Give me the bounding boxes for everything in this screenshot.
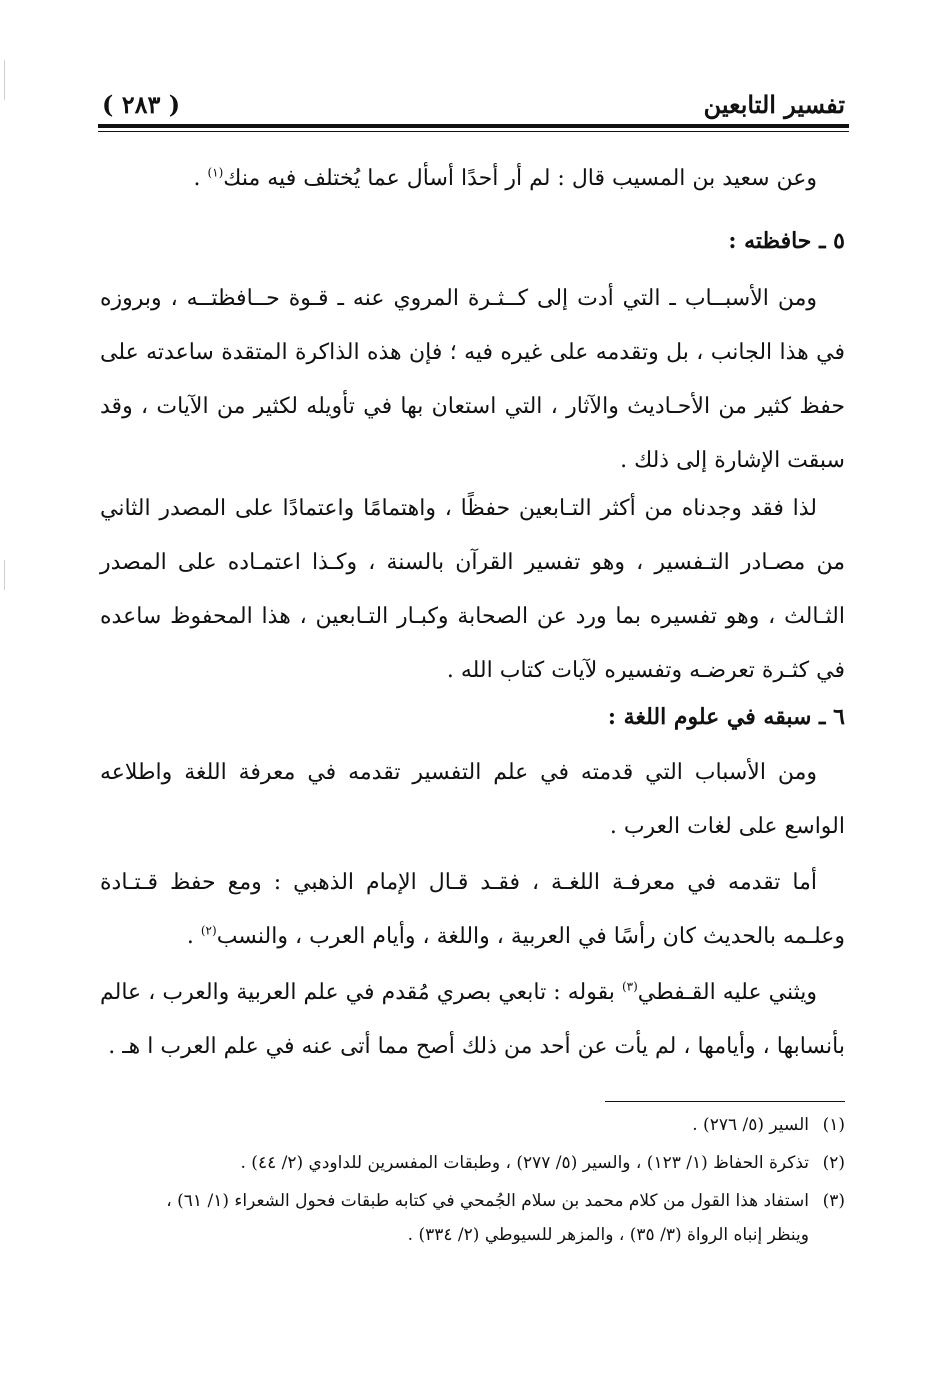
footnote-ref-1: (١) [207, 165, 224, 180]
scan-edge-mark [4, 560, 5, 590]
footnote-text: تذكرة الحفاظ (١/ ١٢٣) ، والسير (٥/ ٢٧٧) ، وطبقات المفسرين للداودي (٢/ ٤٤) . [240, 1153, 809, 1173]
footnote-text: السير (٥/ ٢٧٦) . [692, 1115, 809, 1135]
footnote-number: (٣) [822, 1191, 845, 1211]
paragraph-language: ومن الأسباب التي قدمته في علم التفسير تقدمه في معرفة اللغة واطلاعه الواسع على لغات العرب . [100, 760, 845, 839]
footnote-ref-2: (٢) [200, 923, 217, 938]
header-rule-thin [98, 131, 849, 132]
footnote-1 [100, 1110, 845, 1140]
paragraph-memory: ومن الأسبــاب ـ التي أدت إلى كــثـرة المروي عنه ـ قـوة حــافظتــه ، وبروزه في هذا الجانب ، بل وتقدمه على غيره فيه ؛ فإن هذه الذاكرة المتقدة ساعدته على حفظ كثير من الأحـاديث والآثار ، التي استعان بها في تأويله لكثير من الآيات ، وقد سبقت الإشارة إلى ذلك . [100, 286, 845, 473]
footnote-3 [100, 1186, 845, 1216]
footnote-ref-3: (٣) [621, 979, 638, 994]
footnote-2 [100, 1148, 845, 1178]
footnote-number: (١) [822, 1115, 845, 1135]
page-header [100, 90, 845, 122]
paragraph-dhahabi-quote: أما تقدمه في معرفـة اللغـة ، فقـد قـال الإمام الذهبي : ومع حفظ قـتـادة وعلـمه بالحديث كان رأسًا في العربية ، واللغة ، وأيام العرب ، والنسب$^{(٢)}$ . [100, 870, 845, 949]
paragraph-memorization: لذا فقد وجدناه من أكثر التـابعين حفظًا ، واهتمامًا واعتمادًا على المصدر الثاني من مصـادر التـفسير ، وهو تفسير القرآن بالسنة ، وكـذا اعتمـاده على المصدر الثـالث ، وهو تفسيره بما ورد عن الصحابة وكبـار التـابعين ، هذا المحفوظ ساعده في كثـرة تعرضـه وتفسيره لآيات كتاب الله . [100, 496, 845, 683]
footnote-text: استفاد هذا القول من كلام محمد بن سلام الجُمحي في كتابه طبقات فحول الشعراء (١/ ٦١) ، [166, 1191, 809, 1211]
paragraph-said-ibn-musayyib: وعن سعيد بن المسيب قال : لم أر أحدًا أسأل عما يُختلف فيه منك$^{(١)}$ . [193, 165, 817, 191]
footnote-separator [605, 1101, 845, 1102]
paragraph-qifti-quote: ويثني عليه القـفطي$^{(٣)}$ بقوله : تابعي بصري مُقدم في علم العربية والعرب ، عالم بأنسابها ، وأيامها ، لم يأت عن أحد من ذلك أصح مما أتى عنه في علم العرب ا هـ . [100, 979, 845, 1059]
footnote-text: وينظر إنباه الرواة (٣/ ٣٥) ، والمزهر للسيوطي (٢/ ٣٣٤) . [407, 1225, 809, 1245]
section-heading-6: ٦ ـ سبقه في علوم اللغة : [607, 704, 845, 730]
header-rule-thick [98, 124, 849, 128]
footnote-3-continuation [100, 1220, 845, 1250]
page-number: ( ٢٨٣ ) [102, 90, 181, 119]
running-title: تفسير التابعين [703, 90, 845, 119]
section-heading-5: ٥ ـ حافظته : [728, 228, 845, 254]
footnote-number: (٢) [822, 1153, 845, 1173]
scan-edge-mark [4, 60, 5, 100]
